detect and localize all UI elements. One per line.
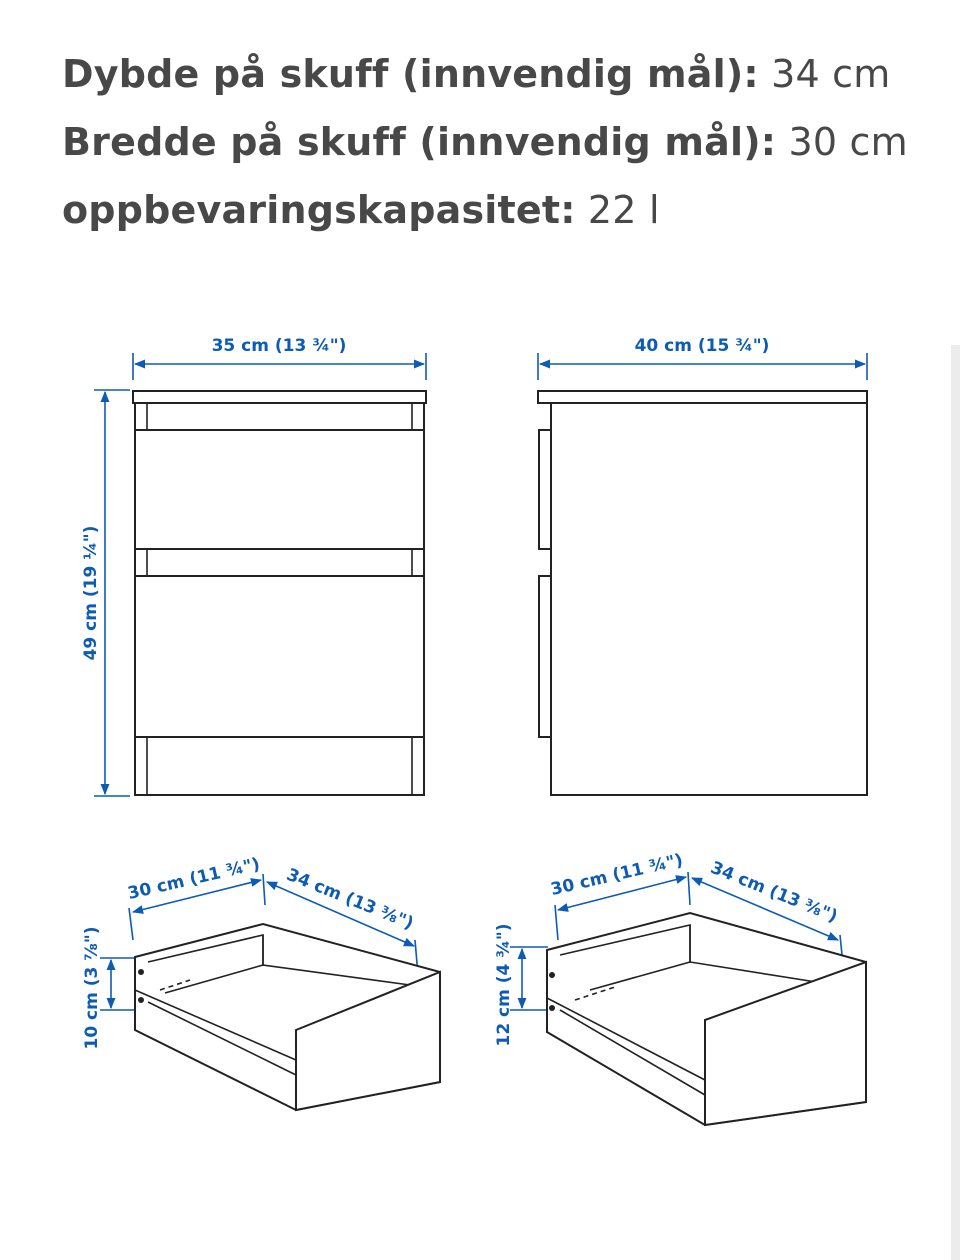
spec-value: 34 cm <box>771 52 891 96</box>
drawer-small-width-ext-left <box>129 908 133 940</box>
front-drawer-top <box>135 430 424 549</box>
drawer-small-screw <box>138 997 144 1003</box>
drawer-large-height-label: 12 cm (4 ¾") <box>494 923 514 1047</box>
drawer-small-depth-label: 34 cm (13 ⅜") <box>283 864 417 934</box>
side-drawer-front-top <box>539 430 551 549</box>
side-top-panel <box>538 391 867 403</box>
drawer-small-width-ext-right <box>263 874 265 905</box>
spec-label: Bredde på skuff (innvendig mål): <box>62 120 777 164</box>
drawer-small <box>82 854 440 1110</box>
spec-value: 22 l <box>587 188 660 232</box>
front-width-label: 35 cm (13 ¾") <box>211 336 347 356</box>
front-view <box>81 336 426 796</box>
side-carcass <box>551 403 867 795</box>
side-view <box>538 336 867 795</box>
front-drawer-bottom <box>135 576 424 737</box>
drawer-large-screw <box>549 972 555 978</box>
drawer-large-width-ext-right <box>688 872 690 905</box>
drawer-large-screw <box>549 1005 555 1011</box>
drawer-large <box>494 850 866 1125</box>
drawer-large-width-ext-left <box>555 905 558 940</box>
spec-label: oppbevaringskapasitet: <box>62 188 576 232</box>
drawer-small-height-label: 10 cm (3 ⅞") <box>82 926 102 1050</box>
side-depth-label: 40 cm (15 ¾") <box>634 336 770 356</box>
front-height-label: 49 cm (19 ¼") <box>81 525 101 661</box>
spec-value: 30 cm <box>788 120 908 164</box>
drawer-large-depth-label: 34 cm (13 ⅜") <box>707 857 841 927</box>
drawer-small-width-label: 30 cm (11 ¾") <box>125 854 262 905</box>
front-top-panel <box>133 391 426 403</box>
drawer-large-width-label: 30 cm (11 ¾") <box>548 850 685 901</box>
side-drawer-front-bottom <box>539 576 551 737</box>
drawer-small-screw <box>138 969 144 975</box>
spec-label: Dybde på skuff (innvendig mål): <box>62 52 759 96</box>
